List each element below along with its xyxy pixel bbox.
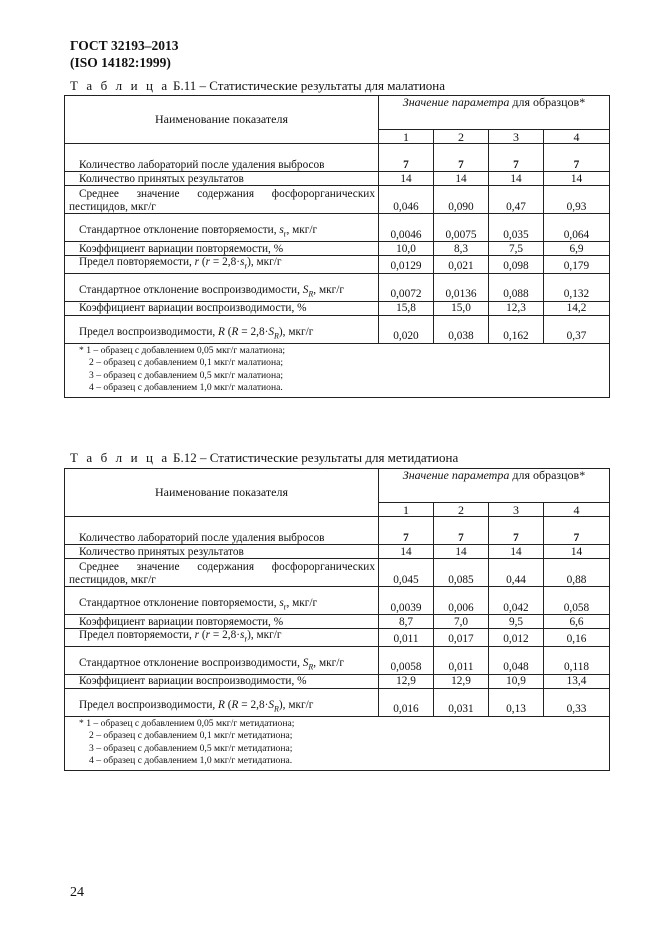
footnote-line: 2 – образец с добавлением 0,1 мкг/г малатиона; — [89, 357, 284, 369]
column-number-4: 4 — [544, 130, 610, 144]
cell-value-2: 12,9 — [434, 674, 489, 688]
cell-value-3: 9,5 — [489, 615, 544, 629]
cell-value-1: 0,046 — [379, 186, 434, 214]
cell-value-2: 14 — [434, 172, 489, 186]
cell-value-1: 10,0 — [379, 242, 434, 256]
row-label: Количество принятых результатов — [65, 172, 379, 186]
table-caption-b11 — [70, 78, 445, 93]
footnote-line: * 1 – образец с добавлением 0,05 мкг/г метидатиона; — [79, 717, 295, 729]
cell-value-1: 7 — [379, 517, 434, 545]
page-number: 24 — [70, 885, 84, 900]
cell-value-4: 0,33 — [544, 688, 610, 716]
cell-value-3: 0,012 — [489, 629, 544, 647]
cell-value-4: 0,93 — [544, 186, 610, 214]
cell-value-4: 0,88 — [544, 559, 610, 587]
table-row-repeatability-limit — [65, 256, 610, 274]
column-number-4: 4 — [544, 503, 610, 517]
cell-value-3: 7 — [489, 144, 544, 172]
column-number-3: 3 — [489, 503, 544, 517]
table-row-repeatability-cv — [65, 242, 610, 256]
cell-value-2: 8,3 — [434, 242, 489, 256]
footnote-line: 3 – образец с добавлением 0,5 мкг/г малатиона; — [89, 369, 284, 381]
cell-value-1: 0,0072 — [379, 273, 434, 301]
cell-value-1: 0,011 — [379, 629, 434, 647]
table-row-repeatability-sd — [65, 214, 610, 242]
cell-value-4: 0,16 — [544, 629, 610, 647]
column-header-value: Значение параметра для образцов* — [379, 469, 610, 503]
cell-value-1: 0,0039 — [379, 587, 434, 615]
column-number-2: 2 — [434, 503, 489, 517]
cell-value-4: 13,4 — [544, 674, 610, 688]
cell-value-3: 14 — [489, 172, 544, 186]
table-row-accepted-results — [65, 545, 610, 559]
table-caption-text: Б.11 – Статистические результаты для малатиона — [173, 78, 446, 93]
table-row-reproducibility-sd — [65, 273, 610, 301]
cell-value-2: 0,090 — [434, 186, 489, 214]
table-row-repeatability-cv — [65, 615, 610, 629]
row-label: Коэффициент вариации повторяемости, % — [65, 242, 379, 256]
row-label: Количество лабораторий после удаления выбросов — [65, 517, 379, 545]
cell-value-1: 0,016 — [379, 688, 434, 716]
cell-value-3: 0,035 — [489, 214, 544, 242]
cell-value-4: 6,6 — [544, 615, 610, 629]
table-row-reproducibility-limit — [65, 315, 610, 343]
cell-value-4: 7 — [544, 517, 610, 545]
cell-value-1: 14 — [379, 172, 434, 186]
cell-value-2: 0,038 — [434, 315, 489, 343]
row-label: Стандартное отклонение повторяемости, $s_r$, мкг/г — [65, 214, 379, 242]
cell-value-4: 14,2 — [544, 301, 610, 315]
table-footnotes — [65, 343, 610, 398]
cell-value-1: 0,045 — [379, 559, 434, 587]
cell-value-2: 15,0 — [434, 301, 489, 315]
table-label: Т а б л и ц а — [70, 78, 170, 93]
cell-value-2: 0,006 — [434, 587, 489, 615]
row-label: Среднее значение содержания фосфорорганических пестицидов, мкг/г — [65, 559, 379, 587]
footnote-line: 4 – образец с добавлением 1,0 мкг/г малатиона. — [89, 381, 283, 393]
column-number-2: 2 — [434, 130, 489, 144]
cell-value-3: 7,5 — [489, 242, 544, 256]
footnote-line: * 1 – образец с добавлением 0,05 мкг/г малатиона; — [79, 344, 285, 356]
table-row-mean-content — [65, 559, 610, 587]
footnote-line: 2 – образец с добавлением 0,1 мкг/г метидатиона; — [89, 730, 293, 742]
row-label: Коэффициент вариации воспроизводимости, % — [65, 301, 379, 315]
cell-value-1: 0,0129 — [379, 256, 434, 274]
table-row-reproducibility-cv — [65, 301, 610, 315]
table-row-repeatability-limit — [65, 629, 610, 647]
row-label: Стандартное отклонение повторяемости, $s_r$, мкг/г — [65, 587, 379, 615]
column-number-1: 1 — [379, 503, 434, 517]
cell-value-3: 0,44 — [489, 559, 544, 587]
table-row-reproducibility-cv — [65, 674, 610, 688]
cell-value-4: 0,37 — [544, 315, 610, 343]
row-label: Предел повторяемости, r $(r = 2,8\cdot s_r)$, мкг/г — [65, 629, 379, 647]
cell-value-3: 10,9 — [489, 674, 544, 688]
column-number-1: 1 — [379, 130, 434, 144]
table-caption-b12 — [70, 450, 458, 465]
cell-value-4: 0,132 — [544, 273, 610, 301]
table-row-repeatability-sd — [65, 587, 610, 615]
cell-value-2: 0,011 — [434, 646, 489, 674]
cell-value-4: 0,058 — [544, 587, 610, 615]
row-label: Коэффициент вариации воспроизводимости, % — [65, 674, 379, 688]
cell-value-3: 14 — [489, 545, 544, 559]
row-label: Коэффициент вариации повторяемости, % — [65, 615, 379, 629]
cell-value-3: 12,3 — [489, 301, 544, 315]
cell-value-2: 0,0075 — [434, 214, 489, 242]
cell-value-4: 0,064 — [544, 214, 610, 242]
cell-value-1: 12,9 — [379, 674, 434, 688]
row-label: Предел воспроизводимости, R $(R = 2,8\cdot S_R)$, мкг/г — [65, 315, 379, 343]
row-label: Предел воспроизводимости, R $(R = 2,8\cdot S_R)$, мкг/г — [65, 688, 379, 716]
cell-value-4: 14 — [544, 545, 610, 559]
table-label: Т а б л и ц а — [70, 450, 170, 465]
cell-value-2: 0,017 — [434, 629, 489, 647]
footnote-line: 3 – образец с добавлением 0,5 мкг/г метидатиона; — [89, 742, 293, 754]
table-row-reproducibility-limit — [65, 688, 610, 716]
table-row-accepted-results — [65, 172, 610, 186]
cell-value-3: 7 — [489, 517, 544, 545]
row-label: Предел повторяемости, r $(r = 2,8\cdot s_r)$, мкг/г — [65, 256, 379, 274]
row-label: Стандартное отклонение воспроизводимости, $S_R$, мкг/г — [65, 646, 379, 674]
column-header-name: Наименование показателя — [65, 469, 379, 517]
document-iso-reference: (ISO 14182:1999) — [70, 55, 171, 70]
document-standard-number: ГОСТ 32193–2013 — [70, 38, 179, 53]
cell-value-4: 6,9 — [544, 242, 610, 256]
cell-value-1: 0,020 — [379, 315, 434, 343]
row-label: Стандартное отклонение воспроизводимости, $S_R$, мкг/г — [65, 273, 379, 301]
cell-value-3: 0,088 — [489, 273, 544, 301]
cell-value-2: 0,085 — [434, 559, 489, 587]
cell-value-2: 0,021 — [434, 256, 489, 274]
cell-value-3: 0,042 — [489, 587, 544, 615]
table-b12 — [64, 468, 610, 771]
cell-value-1: 0,0058 — [379, 646, 434, 674]
cell-value-1: 8,7 — [379, 615, 434, 629]
cell-value-1: 15,8 — [379, 301, 434, 315]
cell-value-4: 0,118 — [544, 646, 610, 674]
cell-value-1: 14 — [379, 545, 434, 559]
table-row-mean-content — [65, 186, 610, 214]
cell-value-3: 0,048 — [489, 646, 544, 674]
table-row-reproducibility-sd — [65, 646, 610, 674]
table-footnotes — [65, 716, 610, 771]
row-label: Среднее значение содержания фосфорорганических пестицидов, мкг/г — [65, 186, 379, 214]
cell-value-4: 14 — [544, 172, 610, 186]
row-label: Количество принятых результатов — [65, 545, 379, 559]
table-row-labs-after-outliers — [65, 144, 610, 172]
cell-value-2: 7 — [434, 144, 489, 172]
cell-value-4: 7 — [544, 144, 610, 172]
cell-value-1: 7 — [379, 144, 434, 172]
table-b11 — [64, 95, 610, 398]
cell-value-1: 0,0046 — [379, 214, 434, 242]
table-caption-text: Б.12 – Статистические результаты для метидатиона — [173, 450, 459, 465]
footnote-line: 4 – образец с добавлением 1,0 мкг/г метидатиона. — [89, 754, 293, 766]
cell-value-2: 7,0 — [434, 615, 489, 629]
cell-value-3: 0,098 — [489, 256, 544, 274]
cell-value-2: 7 — [434, 517, 489, 545]
cell-value-3: 0,13 — [489, 688, 544, 716]
cell-value-2: 0,0136 — [434, 273, 489, 301]
column-header-value: Значение параметра для образцов* — [379, 96, 610, 130]
cell-value-3: 0,47 — [489, 186, 544, 214]
row-label: Количество лабораторий после удаления выбросов — [65, 144, 379, 172]
cell-value-3: 0,162 — [489, 315, 544, 343]
table-row-labs-after-outliers — [65, 517, 610, 545]
cell-value-4: 0,179 — [544, 256, 610, 274]
cell-value-2: 0,031 — [434, 688, 489, 716]
cell-value-2: 14 — [434, 545, 489, 559]
column-number-3: 3 — [489, 130, 544, 144]
column-header-name: Наименование показателя — [65, 96, 379, 144]
